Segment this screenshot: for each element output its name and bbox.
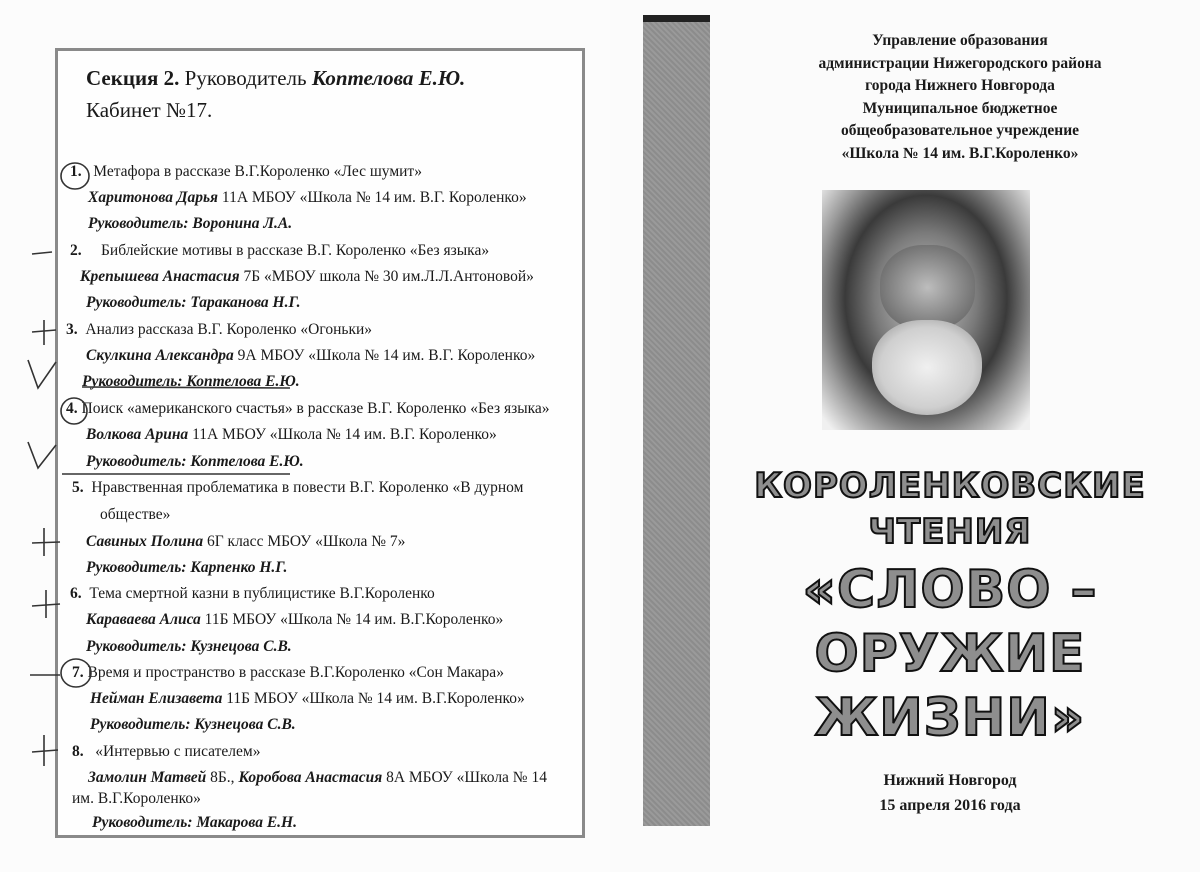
location-date — [800, 768, 1100, 818]
portrait-face — [880, 245, 975, 330]
header-line: администрации Нижегородского района — [818, 54, 1102, 72]
entry-5-student: Савиных Полина 6Г класс МБОУ «Школа № 7» — [86, 533, 406, 550]
entry-1-student: Харитонова Дарья 11А МБОУ «Школа № 14 им. В.Г. Короленко» — [88, 189, 527, 206]
entry-4-student: Волкова Арина 11А МБОУ «Школа № 14 им. В.Г. Короленко» — [86, 426, 497, 443]
title-line-2: ЧТЕНИЯ — [868, 512, 1032, 552]
entry-8-supervisor: Руководитель: Макарова Е.Н. — [92, 814, 297, 831]
organization-header — [760, 30, 1160, 165]
entry-2-topic: 2. Библейские мотивы в рассказе В.Г. Короленко «Без языка» — [70, 242, 490, 259]
header-line: общеобразовательное учреждение — [840, 122, 1080, 139]
entry-8-students: Замолин Матвей 8Б., Коробова Анастасия 8А МБОУ «Школа № 14 — [88, 769, 547, 786]
entry-6-student: Караваева Алиса 11Б МБОУ «Школа № 14 им. В.Г.Короленко» — [86, 611, 504, 628]
header-line: Муниципальное бюджетное — [862, 99, 1058, 117]
section-leader: Коптелова Е.Ю. — [311, 66, 466, 90]
section-label: Секция 2. — [86, 66, 180, 90]
header-line: Управление образования — [872, 32, 1048, 49]
entry-7-topic: 7. Время и пространство в рассказе В.Г.Короленко «Сон Макара» — [72, 664, 504, 681]
entry-8-topic: 8. «Интервью с писателем» — [72, 743, 261, 760]
title-line-1: КОРОЛЕНКОВСКИЕ — [754, 466, 1146, 506]
title-line-3: «СЛОВО – — [802, 560, 1098, 620]
entry-2-student: Крепышева Анастасия 7Б «МБОУ школа № 30 им.Л.Л.Антоновой» — [80, 268, 534, 285]
entry-6-supervisor: Руководитель: Кузнецова С.В. — [86, 638, 292, 655]
entry-3-supervisor: Руководитель: Коптелова Е.Ю. — [82, 373, 300, 390]
cabinet-number: Кабинет №17. — [86, 98, 213, 122]
entry-5-topic-cont: обществе» — [100, 506, 171, 523]
entry-1-topic: 1. Метафора в рассказе В.Г.Короленко «Лес шумит» — [70, 163, 422, 180]
entry-1-supervisor: Руководитель: Воронина Л.А. — [88, 215, 293, 232]
entry-7-student: Нейман Елизавета 11Б МБОУ «Школа № 14 им. В.Г.Короленко» — [90, 690, 525, 707]
entry-2-supervisor: Руководитель: Тараканова Н.Г. — [86, 294, 301, 311]
entry-3-topic: 3. Анализ рассказа В.Г. Короленко «Огоньки» — [66, 321, 373, 338]
city: Нижний Новгород — [883, 772, 1017, 789]
title-line-5: ЖИЗНИ» — [814, 688, 1086, 748]
decorative-strip — [643, 15, 710, 826]
entry-4-supervisor: Руководитель: Коптелова Е.Ю. — [86, 453, 304, 470]
entry-5-topic: 5. Нравственная проблематика в повести В.Г. Короленко «В дурном — [72, 479, 524, 496]
entry-6-topic: 6. Тема смертной казни в публицистике В.Г.Короленко — [70, 585, 435, 602]
entry-8-details-cont: им. В.Г.Короленко» — [72, 790, 201, 807]
section-role: Руководитель — [184, 66, 307, 90]
entry-7-supervisor: Руководитель: Кузнецова С.В. — [90, 716, 296, 733]
header-line: города Нижнего Новгорода — [865, 77, 1055, 94]
entry-5-supervisor: Руководитель: Карпенко Н.Г. — [86, 559, 288, 576]
entry-3-student: Скулкина Александра 9А МБОУ «Школа № 14 им. В.Г. Короленко» — [86, 347, 536, 364]
entry-4-topic: 4. Поиск «американского счастья» в рассказе В.Г. Короленко «Без языка» — [66, 400, 550, 417]
portrait-beard — [872, 320, 982, 415]
header-line: «Школа № 14 им. В.Г.Короленко» — [841, 144, 1079, 162]
event-date: 15 апреля 2016 года — [879, 797, 1021, 814]
title-line-4: ОРУЖИЕ — [814, 624, 1086, 684]
